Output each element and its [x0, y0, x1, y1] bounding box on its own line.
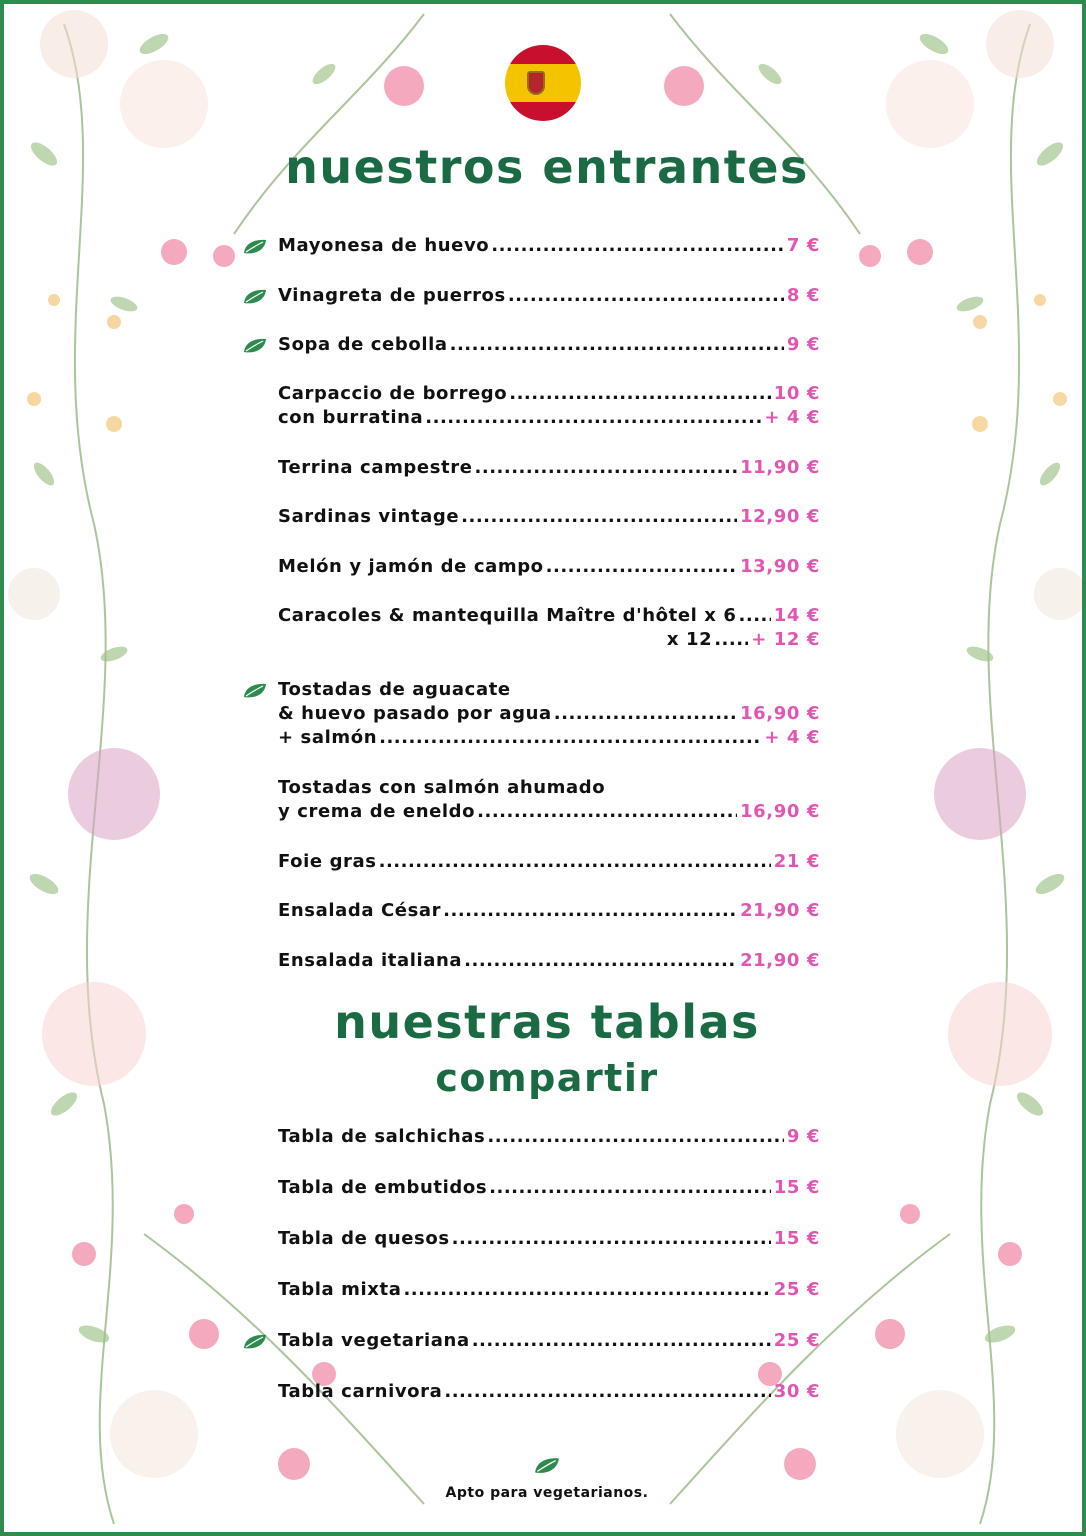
dot-leader [509, 382, 771, 406]
menu-item [278, 555, 820, 579]
item-price: 21 € [773, 851, 820, 872]
menu-item-line [278, 776, 820, 800]
menu-item-line [278, 555, 820, 579]
item-price: 7 € [786, 235, 820, 256]
menu-item-line [278, 850, 820, 874]
item-price: 9 € [786, 334, 820, 355]
menu-item-line [278, 949, 820, 973]
menu-item-line [278, 234, 820, 258]
dot-leader [425, 406, 761, 430]
item-name: & huevo pasado por agua [278, 703, 552, 724]
item-price: 13,90 € [740, 556, 820, 577]
menu-item [278, 1329, 820, 1353]
item-price: 9 € [786, 1126, 820, 1147]
item-price: + 12 € [751, 629, 820, 650]
menu-item-line [278, 406, 820, 430]
item-name: Carpaccio de borrego [278, 383, 508, 404]
menu-item [278, 678, 820, 750]
dot-leader [379, 850, 771, 874]
item-price: 16,90 € [740, 801, 820, 822]
menu-item [278, 776, 820, 824]
menu-item-line [278, 505, 820, 529]
item-name: Tabla vegetariana [278, 1330, 470, 1351]
spain-flag-icon [505, 45, 581, 121]
menu-item [278, 284, 820, 308]
menu-item-line [278, 702, 820, 726]
menu-item-line [278, 1278, 820, 1302]
vegetarian-leaf-icon [242, 1333, 268, 1351]
item-price: 8 € [786, 285, 820, 306]
item-price: + 4 € [764, 727, 820, 748]
item-price: 15 € [773, 1177, 820, 1198]
menu-item-line [278, 899, 820, 923]
menu-item [278, 333, 820, 357]
menu-item-line [278, 333, 820, 357]
item-name: Tabla de quesos [278, 1228, 450, 1249]
item-name: Terrina campestre [278, 457, 473, 478]
item-price: 21,90 € [740, 900, 820, 921]
menu-item-line [278, 604, 820, 628]
menu-item-line [278, 1227, 820, 1251]
menu-item-line [278, 1176, 820, 1200]
item-price: 11,90 € [740, 457, 820, 478]
menu-item [278, 1176, 820, 1200]
menu-item-line [278, 456, 820, 480]
item-price: 30 € [773, 1381, 820, 1402]
menu-item [278, 1380, 820, 1404]
item-name: con burratina [278, 407, 424, 428]
menu-item [278, 899, 820, 923]
item-price: 21,90 € [740, 950, 820, 971]
item-name: Tostadas con salmón ahumado [278, 777, 606, 798]
section-title-tablas: nuestras tablas [334, 995, 760, 1049]
item-name: Tabla mixta [278, 1279, 402, 1300]
item-name: Ensalada César [278, 900, 442, 921]
item-name: Mayonesa de huevo [278, 235, 490, 256]
menu-item [278, 234, 820, 258]
dot-leader [508, 284, 784, 308]
dot-leader [489, 1176, 771, 1200]
dot-leader [444, 1380, 770, 1404]
menu-item-line [278, 382, 820, 406]
item-name: Vinagreta de puerros [278, 285, 506, 306]
footer-note: Apto para vegetarianos. [445, 1485, 649, 1501]
item-name: Foie gras [278, 851, 377, 872]
menu-item [278, 456, 820, 480]
menu-item-line [278, 1125, 820, 1149]
dot-leader [491, 234, 784, 258]
dot-leader [450, 333, 784, 357]
vegetarian-leaf-icon [242, 337, 268, 355]
item-name: Tabla de embutidos [278, 1177, 488, 1198]
item-price: 12,90 € [740, 506, 820, 527]
vegetarian-leaf-icon [242, 238, 268, 256]
item-price: + 4 € [764, 407, 820, 428]
item-price: 16,90 € [740, 703, 820, 724]
dot-leader [472, 1329, 771, 1353]
dot-leader [739, 604, 771, 628]
item-price: 25 € [773, 1279, 820, 1300]
item-price: 15 € [773, 1228, 820, 1249]
dot-leader [452, 1227, 771, 1251]
item-price: 25 € [773, 1330, 820, 1351]
item-name: Sopa de cebolla [278, 334, 448, 355]
section-subtitle-compartir: compartir [435, 1056, 659, 1100]
dot-leader [714, 628, 748, 652]
item-name: Sardinas vintage [278, 506, 460, 527]
item-name: Melón y jamón de campo [278, 556, 544, 577]
menu-item [278, 1125, 820, 1149]
item-name: Tabla carnivora [278, 1381, 443, 1402]
item-name: y crema de eneldo [278, 801, 476, 822]
vegetarian-leaf-icon [242, 288, 268, 306]
dot-leader [464, 949, 737, 973]
menu-item [278, 1227, 820, 1251]
menu-item-line [278, 628, 820, 652]
item-name: x 12 [666, 629, 713, 650]
item-price: 10 € [773, 383, 820, 404]
dot-leader [443, 899, 737, 923]
menu-item-line [278, 1380, 820, 1404]
item-name: + salmón [278, 727, 378, 748]
vegetarian-leaf-icon [242, 682, 268, 700]
menu-item-line [278, 800, 820, 824]
menu-item [278, 505, 820, 529]
dot-leader [475, 456, 738, 480]
menu-item-line [278, 284, 820, 308]
menu-item [278, 949, 820, 973]
section-title-entrantes: nuestros entrantes [285, 140, 809, 194]
dot-leader [461, 505, 737, 529]
dot-leader [477, 800, 737, 824]
menu-item-line [278, 1329, 820, 1353]
menu-item [278, 604, 820, 652]
item-price: 14 € [773, 605, 820, 626]
leaf-icon [533, 1455, 561, 1477]
item-name: Tabla de salchichas [278, 1126, 486, 1147]
dot-leader [487, 1125, 784, 1149]
dot-leader [403, 1278, 770, 1302]
dot-leader [379, 726, 761, 750]
menu-item [278, 850, 820, 874]
dot-leader [554, 702, 737, 726]
item-name: Tostadas de aguacate [278, 679, 511, 700]
menu-item-line [278, 726, 820, 750]
menu-item [278, 1278, 820, 1302]
menu-item [278, 382, 820, 430]
item-name: Caracoles & mantequilla Maître d'hôtel x 6 [278, 605, 737, 626]
menu-item-line [278, 678, 820, 702]
dot-leader [546, 555, 737, 579]
item-name: Ensalada italiana [278, 950, 463, 971]
